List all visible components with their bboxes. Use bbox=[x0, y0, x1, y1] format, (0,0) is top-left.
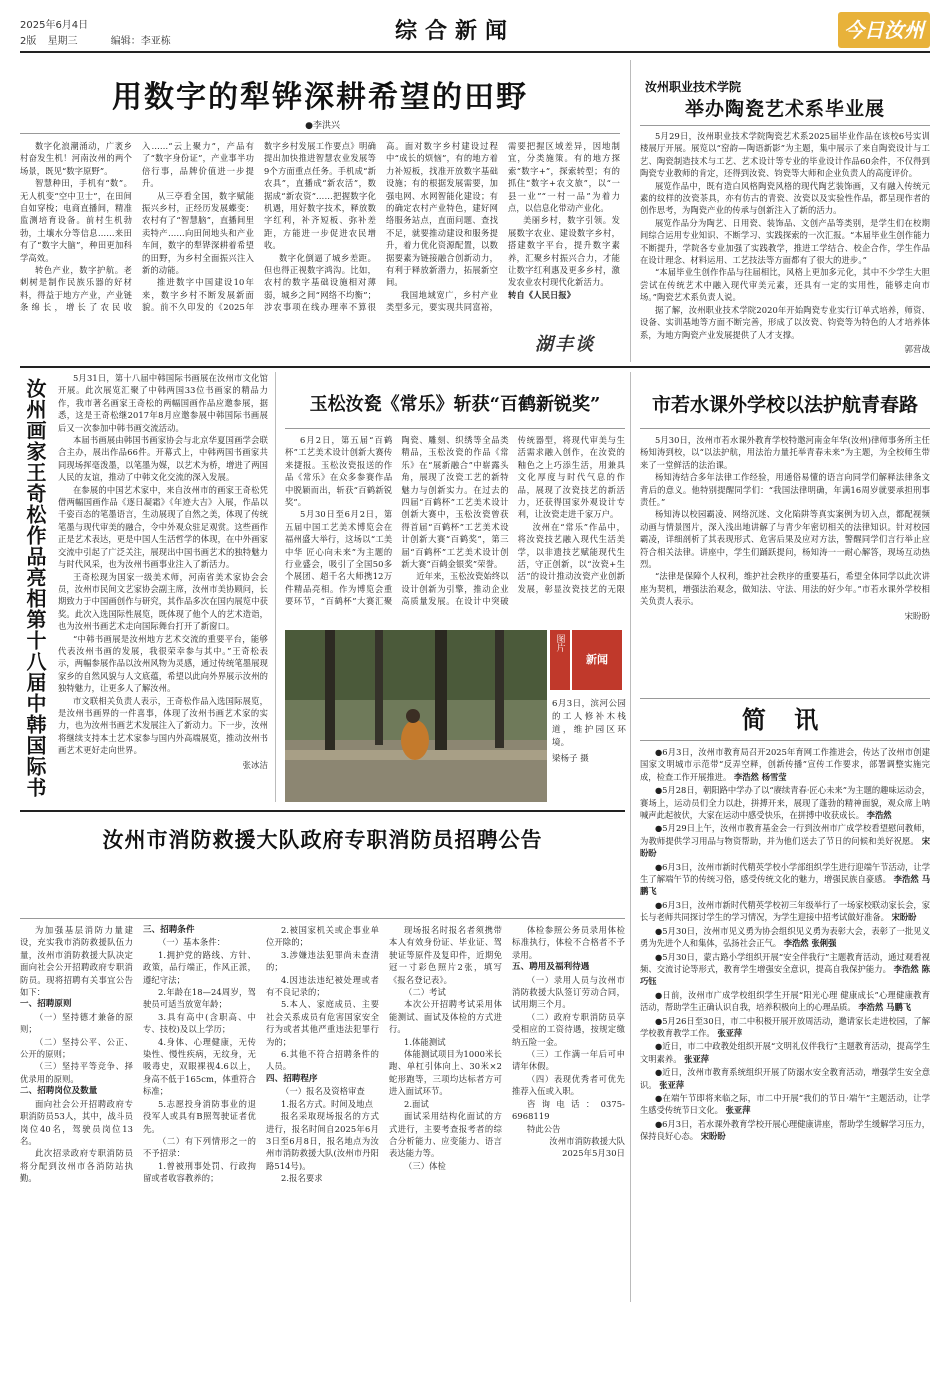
recruit-paragraph: 2.被国家机关或企事业单位开除的； bbox=[266, 925, 379, 948]
recruit-paragraph: 4.因违法违纪被处理或者有不良记录的； bbox=[266, 974, 379, 998]
yusong-body bbox=[285, 434, 625, 620]
brief-text: ●5月29日上午，汝州市教育基金会一行到汝州市广成学校看望慰问教师，为教师提供学习用品与物资帮助，并为他们送去了节日的问候和美好祝愿。 bbox=[640, 823, 930, 846]
brief-byline: 宋盼盼 bbox=[891, 912, 917, 923]
briefs-list bbox=[640, 746, 930, 1362]
recruit-date: 2025年5月30日 bbox=[562, 1148, 625, 1159]
recruit-paragraph: 面试采用结构化面试的方式进行，主要考查报考者的综合分析能力、应变能力、语言表达能力等。 bbox=[389, 1111, 502, 1159]
brief-item bbox=[640, 899, 930, 924]
brief-byline: 张亚萍 bbox=[725, 1105, 751, 1116]
lawschool-rule bbox=[640, 428, 930, 429]
column-divider bbox=[275, 372, 276, 802]
lead-paragraph: 从三亭看全国，数字赋能振兴乡村，正经历发展蝶变：农村有了“智慧脑”，直播间里卖特产……向田间地头和产业车间，数字的犁铧深耕着希望的田野，为乡村全面振兴注入新的动能。 bbox=[142, 190, 254, 276]
recruit-paragraph: 5.志愿投身消防事业的退役军人或具有B照驾驶证者优先。 bbox=[143, 1098, 256, 1134]
brief-item bbox=[640, 1040, 930, 1065]
brief-text: ●5月28日，朝阳路中学办了以“赓续青春·匠心未来”为主题的趣味运动会，赛场上，运动员们全力以赴，拼搏开来，展现了蓬勃的精神面貌，观众席上呐喊声此起彼伏，大家在运动中感受快乐，在拼搏中收获成长。 bbox=[640, 785, 930, 821]
brief-byline: 李浩然 杨雪莹 bbox=[733, 771, 787, 782]
lead-paragraph: 智慧种田，手机有“数”。无人机变“空中卫士”，在田间自如穿梭；电商直播间，精准监测培育设备。前村生机勃勃，土壤水分等信息……来田有了“数字大脑”，种田更加科学高效。 bbox=[20, 178, 132, 263]
lawschool-paragraph: 5月30日，汝州市若水课外教育学校特邀河南金年华(汝州)律师事务所主任杨知涛到校，以“以法护航，用法治力量托举青春未来”为主题，为全校师生带来了一堂鲜活的法治课。 bbox=[640, 435, 930, 470]
recruit-paragraph: （二）政府专职消防员享受相应的工资待遇，按规定缴纳五险一金。 bbox=[512, 1011, 625, 1047]
newspaper-logo bbox=[838, 12, 930, 48]
brief-item bbox=[640, 822, 930, 859]
vocational-rule bbox=[640, 125, 930, 126]
recruit-body bbox=[20, 924, 625, 1354]
lawschool-paragraph: 杨知涛以校园霸凌、网络沉迷、文化陷阱等真实案例为切入点，都配视频动画与情景图片，深入浅出地讲解了与青少年密切相关的法律知识。针对校园霸凌，详细剖析了其表现形式、危害后果及应对方法，警醒同学们言行举止应符合相关法律。讲座中，学生们踊跃提问，杨知涛一一耐心解答，现场互动热烈。 bbox=[640, 509, 930, 570]
brief-text: ●6月3日，汝州市新时代精英学校初三年级举行了一场家校联动家长会，家长与老师共同探讨学生的学习情况，为学生迎接中招考试做好准备。 bbox=[640, 899, 930, 923]
brief-item bbox=[640, 1092, 930, 1117]
brief-item bbox=[640, 1066, 930, 1091]
recruit-paragraph: （一）录用人员与汝州市消防救援大队签订劳动合同，试用期三个月。 bbox=[512, 974, 625, 1010]
vocational-paragraph: “本届毕业生创作作品与往届相比，风格上更加多元化，其中不少学生大胆尝试在传统艺术中融入现代审美元素，还具有一定的实用性，能够走向市场。”陶瓷艺术系负责人说。 bbox=[640, 267, 930, 303]
recruit-paragraph: 3.涉嫌违法犯罪尚未查清的； bbox=[266, 949, 379, 973]
brief-item bbox=[640, 1015, 930, 1040]
recruit-section: 五、聘用及福利待遇 bbox=[512, 962, 590, 973]
recruit-paragraph: （二）考试 bbox=[403, 987, 446, 998]
column-divider bbox=[630, 60, 631, 362]
recruit-phone: 咨询电话：0375-6968119 bbox=[512, 1098, 625, 1122]
recruit-paragraph: 5.本人、家庭成员、主要社会关系成员有危害国家安全行为或者其他严重违法犯罪行为的； bbox=[266, 999, 379, 1047]
brief-item bbox=[640, 951, 930, 988]
recruit-paragraph: 体能测试项目为1000米长跑、单杠引体向上、30米×2蛇形跑等，三项均达标者方可进入面试环节。 bbox=[389, 1049, 502, 1097]
lead-paragraph: 推进数字中国建设10年来，数字乡村不断发展新面貌。前不久印发的《2025年数字乡村发展工作要点》明确提出加快推进智慧农业发展等9个方面重点任务。手机成“新农具”，直播成“新农活”，数据成“新农资”……把握数字化机遇，用好数字技术，释放数字红利，补齐短板、弥补差距，方能进一步促进农民增收。 bbox=[142, 141, 376, 313]
recruit-paragraph: 3.具有高中(含职高、中专、技校)及以上学历； bbox=[143, 1011, 256, 1035]
row-rule bbox=[20, 366, 930, 368]
school-label: 汝州职业技术学院 bbox=[645, 80, 742, 94]
yusong-paragraph: 6月2日，第五届“百鹤杯”工艺美术设计创新大赛传来捷报。玉松汝瓷报送的作品《常乐》在众多参赛作品中脱颖而出，斩获“百鹤新锐奖”。 bbox=[285, 435, 393, 508]
logo-text: 今日汝州 bbox=[844, 18, 924, 42]
brief-text: ●日前，汝州市广成学校组织学生开展“阳光心理 健康成长”心理健康教育活动，帮助学生正确认识自我，培养积极向上的心理品质。 bbox=[640, 989, 930, 1013]
photo-tag-secondary bbox=[572, 630, 622, 690]
brief-byline: 李浩然 马鹏飞 bbox=[858, 1002, 912, 1013]
recruit-closing: 特此公告 bbox=[526, 1123, 561, 1134]
recruit-paragraph: （二）有下列情形之一的不予招录： bbox=[143, 1135, 256, 1159]
brief-item bbox=[640, 1118, 930, 1143]
lawschool-body bbox=[640, 434, 930, 674]
brief-byline: 张亚萍 bbox=[659, 1079, 685, 1090]
recruit-paragraph: 2.报名要求 bbox=[280, 1173, 323, 1184]
photo-tag bbox=[550, 630, 570, 690]
brief-byline: 张亚萍 bbox=[684, 1053, 710, 1064]
recruit-paragraph: （一）基本条件： bbox=[157, 937, 226, 948]
lead-body bbox=[20, 140, 620, 362]
recruit-paragraph: 为加强基层消防力量建设，充实我市消防救援队伍力量，汝州市消防救援大队决定面向社会公开招聘政府专职消防员。现将招聘有关事宜公告如下： bbox=[20, 925, 133, 998]
brief-byline: 李浩然 陈巧钰 bbox=[640, 963, 930, 987]
vocational-byline: 郭营战 bbox=[904, 344, 930, 355]
news-photo bbox=[285, 630, 547, 802]
painter-paragraph: “中韩书画展是汝州地方艺术交流的重要平台，能够代表汝州书画的发展，我很荣幸参与其中。”王奇松表示，两幅参展作品以汝州风物为灵感，通过传统笔墨展现家乡的自然风貌与人文底蕴，希望以此向外界展示汝州的独特魅力，让更多人了解汝州。 bbox=[58, 633, 268, 694]
painter-paragraph: 王奇松现为国家一级美术师，河南省美术家协会会员，汝州市民间文艺家协会副主席，汝州市美协顾问，长期致力于中国画创作与研究，其作品多次在国内展览中获奖。此次入选国际性展览，既体现了他个人的艺术造诣，也为汝州书画艺术走向国际舞台打开了新窗口。 bbox=[58, 571, 268, 632]
lawschool-paragraph: “法律是保障个人权利，维护社会秩序的重要基石，希望全体同学以此次讲座为契机，增强法治观念，做知法、守法、用法的好少年。”市若水课外学校相关负责人表示。 bbox=[640, 571, 930, 607]
brief-text: ●近日，市二中政教处组织开展“文明礼仪伴我行”主题教育活动，提高学生文明素养。 bbox=[640, 1041, 930, 1064]
yusong-rule bbox=[285, 428, 625, 429]
brief-byline: 李浩然 bbox=[866, 810, 892, 821]
recruit-section: 一、招聘原则 bbox=[20, 999, 72, 1010]
recruit-paragraph: 1.报名方式。时间及地点 bbox=[280, 1098, 374, 1109]
brief-text: ●6月3日，若水课外教育学校开展心理健康讲座，帮助学生缓解学习压力，保持良好心态。 bbox=[640, 1118, 930, 1142]
yusong-paragraph: 近年来，玉松汝瓷始终以设计创新为引擎，推动企业高质量发展。在设计中突破传统器型，将现代审美与生活需求融入创作，在汝瓷的釉色之上巧添生活，用兼具文化厚度与时代气息的作品，展现了汝瓷技艺的新活力，还获得国家外观设计专利，让汝瓷走进千家万户。 bbox=[401, 435, 625, 607]
photo-caption bbox=[552, 698, 626, 766]
lead-rule bbox=[20, 133, 620, 134]
lawschool-headline: 市若水课外学校以法护航青春路 bbox=[651, 394, 918, 416]
vocational-paragraph: 据了解，汝州职业技术学院2020年开始陶瓷专业实行订单式培养，师资、设备、实训基地等方面不断完善，形成了以汝瓷、钧瓷等为特色的人才培养体系，为地方陶瓷产业发展提供了人才支撑。 bbox=[640, 304, 930, 340]
painter-paragraph: 本届书画展由韩国书画家协会与北京华夏国画学会联合主办，展出作品66件。开幕式上，中韩两国书画家共同现场挥毫泼墨，以笔墨为媒，以艺术为桥，增进了两国人民的友谊，推动了中韩文化交流的深入发展。 bbox=[58, 435, 268, 483]
brief-byline: 宋盼盼 bbox=[640, 835, 930, 859]
brief-item bbox=[640, 925, 930, 950]
recruit-paragraph: （四）表现优秀者可优先推荐入伍或入职。 bbox=[512, 1073, 625, 1097]
briefs-headline: 简 讯 bbox=[741, 705, 829, 734]
lead-paragraph: 数字化倒逼了城乡差距。但也得正视数字鸿沟。比如，农村的数字基础设施相对薄弱，城乡之间“网络不均衡”；涉农事项在线办理率不算很高。面对数字乡村建设过程中“成长的烦恼”，有的地方着力补短板，找准开放数字基础设施；有的根据发展需要，加强电网、水网智能化建设；有的确定农村产业特色，建好网络服务站点，直面问题、查找不足，就要推动建设和服务提升，着力优化资源配置，以数据要素为链接融合创新动力，有利于释放新潜力，拓展新空间。 bbox=[264, 141, 498, 313]
lead-paragraph: 我国地域宽广，乡村产业类型多元，要实现共同富裕，需要把握区域差异，因地制宜，分类施策。有的地方探索“数字+”，探索转型；有的抓住“数字+农文旅”，以“一县一业”“一村一品”为着力点，以信息化带动产业化。 bbox=[386, 141, 620, 313]
recruit-paragraph: （一）坚持德才兼备的原则； bbox=[20, 1011, 133, 1035]
photo-tag-top: 图片 bbox=[554, 634, 565, 652]
brief-byline: 李浩然 张俐强 bbox=[783, 938, 837, 949]
brief-text: ●5月30日，蒙古路小学组织开展“安全伴我行”主题教育活动，通过观看视频、交流讨论等形式，教育学生增强安全意识，提高自我保护能力。 bbox=[640, 951, 930, 974]
page-number: 2版 bbox=[20, 36, 37, 47]
recruit-paragraph: 2.面试 bbox=[403, 1098, 429, 1109]
lawschool-byline: 宋盼盼 bbox=[904, 611, 930, 622]
recruit-paragraph: （三）体检 bbox=[403, 1160, 446, 1171]
recruit-paragraph: 本次公开招聘考试采用体能测试、面试及体检的方式进行。 bbox=[389, 999, 502, 1035]
brief-text: ●5月30日，汝州市见义勇为协会组织见义勇为表彰大会，表彰了一批见义勇为先进个人和集体，弘扬社会正气。 bbox=[640, 925, 930, 949]
brief-text: ●在端午节即将来临之际，市二中开展“我们的节日·端午”主题活动，让学生感受传统节日文化。 bbox=[640, 1092, 930, 1116]
recruit-paragraph: （一）报名及资格审查 bbox=[280, 1086, 365, 1097]
park-photo-image bbox=[285, 630, 547, 802]
vocational-paragraph: 展览作品分为陶艺、日用瓷、装饰品、文创产品等类别，是学生们在校期间综合运用专业知识、不断学习、实践探索的一次汇报。“本届毕业生创作能力不断提升，学院各专业加强了实践教学，推进工学结合、校企合作，学生作品在设计理念、材料运用、工艺技法等方面都有了很大的进步。” bbox=[640, 217, 930, 266]
brief-item bbox=[640, 746, 930, 783]
lead-author: ●李洪兴 bbox=[305, 121, 340, 131]
painter-vertical-headline: 汝州画家王奇松作品亮相第十八届中韩国际书 bbox=[23, 378, 47, 798]
lead-paragraph: 转色产业，数字护航。老刺树是制作民族乐器的好材料，得益于地方产业，产业链条绵长，增长了农民收入……“云上聚力”，产品有了“数字身份证”，产业事半功倍行事，品牌价值进一步提升。 bbox=[20, 141, 254, 313]
lead-paragraph: 数字化浪潮涌动，广袤乡村奋发生机！河南汝州的两个场景，既见“数字原野”。 bbox=[20, 141, 132, 176]
recruit-signature: 汝州市消防救援大队 bbox=[549, 1135, 625, 1146]
brief-byline: 宋盼盼 bbox=[700, 1131, 726, 1142]
lawschool-paragraph: 杨知涛结合多年法律工作经验，用通俗易懂的语言向同学们解释法律条文背后的意义。他特别提醒同学们：“我国法律明确，年满16周岁就要承担刑事责任。” bbox=[640, 472, 930, 508]
recruit-section: 二、招聘岗位及数量 bbox=[20, 1086, 98, 1097]
lead-paragraph: 美丽乡村，数字引领。发展数字农业、建设数字乡村，搭建数字平台，提升数字素养，汇聚乡村振兴合力，才能让数字红利惠及更多乡村，激发农业农村现代化新活力。 bbox=[508, 215, 620, 288]
vocational-headline: 举办陶瓷艺术系毕业展 bbox=[684, 98, 885, 120]
painter-byline: 张冰洁 bbox=[242, 760, 268, 771]
photo-caption-text: 6月3日，滨河公园的工人修补木栈道，维护园区环境。 bbox=[552, 699, 626, 748]
recruit-paragraph: （三）坚持平等竞争、择优录用的原则。 bbox=[20, 1061, 133, 1084]
recruit-paragraph: 2.年龄在18—24周岁，驾驶员可适当放宽年龄； bbox=[143, 987, 256, 1010]
photo-tag-bottom: 新闻 bbox=[586, 653, 608, 666]
recruit-section: 三、招聘条件 bbox=[143, 925, 195, 935]
brief-byline: 张亚萍 bbox=[717, 1027, 743, 1038]
recruit-paragraph: 面向社会公开招聘政府专职消防员53人，其中，战斗员岗位40名，驾驶员岗位13名。 bbox=[20, 1098, 133, 1146]
lead-headline: 用数字的犁铧深耕希望的田野 bbox=[112, 80, 528, 115]
recruit-paragraph: 1.曾被刑事处罚、行政拘留或者收容教养的； bbox=[143, 1160, 256, 1184]
recruit-paragraph: 现场报名时报名者须携带本人有效身份证、毕业证、驾驶证等原件及复印件，近期免冠一寸彩色照片2张，填写《报名登记表》。 bbox=[389, 925, 502, 985]
recruit-headline: 汝州市消防救援大队政府专职消防员招聘公告 bbox=[102, 827, 543, 852]
painter-body bbox=[58, 372, 268, 802]
brief-item bbox=[640, 784, 930, 821]
painter-paragraph: 在参展的中国艺术家中，来自汝州市的画家王奇松凭借两幅国画作品《逐日凝霜》《年迹大吉》入展，作品以千姿百态的笔墨语言，生动展现了自然之美，体现了传统笔墨与现代审美的融合，令中外观众驻足观赏。这些画作正是艺术表达，更是中国人生活哲学的体现，在中外画家交流中引起了广泛关注，展现出中国书画艺术的独特魅力与时代风采，也为汝州书画事业注入了新活力。 bbox=[58, 484, 268, 570]
column-divider bbox=[630, 372, 631, 1302]
masthead bbox=[20, 14, 930, 74]
vocational-paragraph: 展览作品中，既有造白风格陶瓷风格的现代陶艺装饰画，又有融入传统元素的纹样的汝瓷茶具，亦有仿古的青瓷、汝瓷以及实验性作品，都呈现作者的创作思考，为陶瓷产业的传承与创新注入了新的活力。 bbox=[640, 180, 930, 216]
recruit-rule-top bbox=[20, 810, 625, 812]
painter-paragraph: 5月31日，第十八届中韩国际书画展在汝州市文化馆开展。此次展览汇聚了中韩两国33位书画家的精品力作，我市著名画家王奇松的两幅国画作品应邀参展，据悉，这是王奇松继2017年8月应邀参展中韩国际书画展后又一次参加中韩书画交流活动。 bbox=[58, 373, 268, 433]
editor-label: 编辑：李亚栋 bbox=[110, 36, 171, 47]
vocational-paragraph: 5月29日，汝州职业技术学院陶瓷艺术系2025届毕业作品在该校6号实训楼展厅开展。展览以“窑韵—陶语新影”为主题，集中展示了来自陶瓷设计与工艺、陶瓷制造技术与工艺、艺术设计等专业的毕业设计作品60余件，不仅得到陶瓷专业教师的肯定，还得到汝瓷、钧瓷等大师和企业负责人的高度评价。 bbox=[640, 131, 930, 179]
masthead-rule bbox=[20, 51, 930, 53]
recruit-paragraph: 6.其他不符合招聘条件的人员。 bbox=[266, 1049, 379, 1072]
brief-byline: 李浩然 马鹏飞 bbox=[640, 874, 930, 897]
recruit-section: 四、招聘程序 bbox=[266, 1073, 318, 1084]
recruit-paragraph: 此次招录政府专职消防员将分配到汝州市各消防站执勤。 bbox=[20, 1148, 133, 1184]
recruit-paragraph: 1.拥护党的路线、方针、政策，品行端正，作风正派，遵纪守法； bbox=[143, 949, 256, 985]
brief-text: ●近日，汝州市教育系统组织开展了防溺水安全教育活动，增强学生安全意识。 bbox=[640, 1067, 930, 1090]
brief-text: ●5月26日至30日，市二中积极开展开放周活动，邀请家长走进校园，了解学校教育教学工作。 bbox=[640, 1015, 930, 1038]
brief-text: ●6月3日，汝州市教育局召开2025年育网工作推进会，传达了汝州市创建国家文明城市示范带“反弄空释，创新传播”宣传工作要求，部署调整实施完成，检查工作开展推进。 bbox=[640, 747, 930, 782]
column-seal: 湖丰谈 bbox=[535, 334, 595, 355]
weekday: 星期三 bbox=[47, 36, 78, 47]
painter-paragraph: 市文联相关负责人表示，王奇松作品入选国际展览，是汝州书画界的一件喜事，体现了汝州书画艺术家的实力，也为汝州书画艺术发展注入了新动力。下一步，汝州将继续支持本土艺术家参与国内外高端展览，推动汝州书画艺术更好走向世界。 bbox=[58, 695, 268, 756]
lead-source: 转自《人民日报》 bbox=[508, 289, 576, 300]
page-info bbox=[20, 32, 171, 47]
recruit-rule bbox=[20, 918, 625, 919]
brief-item bbox=[640, 861, 930, 898]
yusong-headline: 玉松汝瓷《常乐》斩获“百鹤新锐奖” bbox=[309, 394, 601, 415]
section-title: 综合新闻 bbox=[395, 19, 516, 44]
recruit-paragraph: （二）坚持公平、公正、公开的原则； bbox=[20, 1036, 133, 1060]
recruit-paragraph: 报名采取现场报名的方式进行，报名时间自2025年6月3日至6月8日，报名地点为汝州市消防救援大队(汝州市丹阳路514号)。 bbox=[266, 1111, 379, 1171]
recruit-paragraph: 体检参照公务员录用体检标准执行，体检不合格者不予录用。 bbox=[512, 925, 625, 960]
date-label: 2025年6月4日 bbox=[20, 20, 89, 31]
photo-byline: 梁杨子 摄 bbox=[552, 754, 589, 764]
yusong-paragraph: 5月30日至6月2日，第五届中国工艺美术博览会在福州盛大举行，这场以“工美中华 匠心向未来”为主题的行业盛会，吸引了全国50多个展团、超千名大师携12万件精品亮相。作为博览会重要环节，“百鹤杯”大赛汇聚陶瓷、雕刻、织绣等全品类精品，玉松汝瓷的作品《常乐》在“展新融合”中崭露头角，展现了汝瓷工艺的新特魅力与创新实力。在过去的四届“百鹤杯”工艺美术设计创新大赛中，玉松汝瓷曾获得首届“百鹤杯”工艺美术设计创新大赛“百鹤奖”，第三届“百鹤杯”工艺美术设计创新大赛“百鹤金银奖”荣誉。 bbox=[285, 435, 509, 607]
brief-text: ●6月3日，汝州市新时代精英学校小学部组织学生进行迎端午节活动，让学生了解端午节的传统习俗，感受传统文化的魅力，增强民族自豪感。 bbox=[640, 861, 930, 885]
briefs-rule bbox=[640, 740, 930, 741]
briefs-rule-top bbox=[640, 698, 930, 699]
yusong-paragraph: 汝州在“常乐”作品中，将汝瓷技艺融入现代生活美学，以非遗技艺赋能现代生活，守正创新，以“汝瓷+生活”的设计推动汝瓷产业创新发展，彰显汝瓷技艺的无限 bbox=[517, 521, 625, 594]
recruit-paragraph: 1.体能测试 bbox=[403, 1036, 446, 1047]
recruit-paragraph: 4.身体、心理健康，无传染性、慢性疾病，无纹身，无吸毒史，双眼裸视4.6以上，身高不低于165cm，体重符合标准； bbox=[143, 1036, 256, 1097]
recruit-paragraph: （三）工作满一年后可申请年休假。 bbox=[512, 1049, 625, 1072]
vocational-body bbox=[640, 130, 930, 362]
brief-item bbox=[640, 989, 930, 1014]
